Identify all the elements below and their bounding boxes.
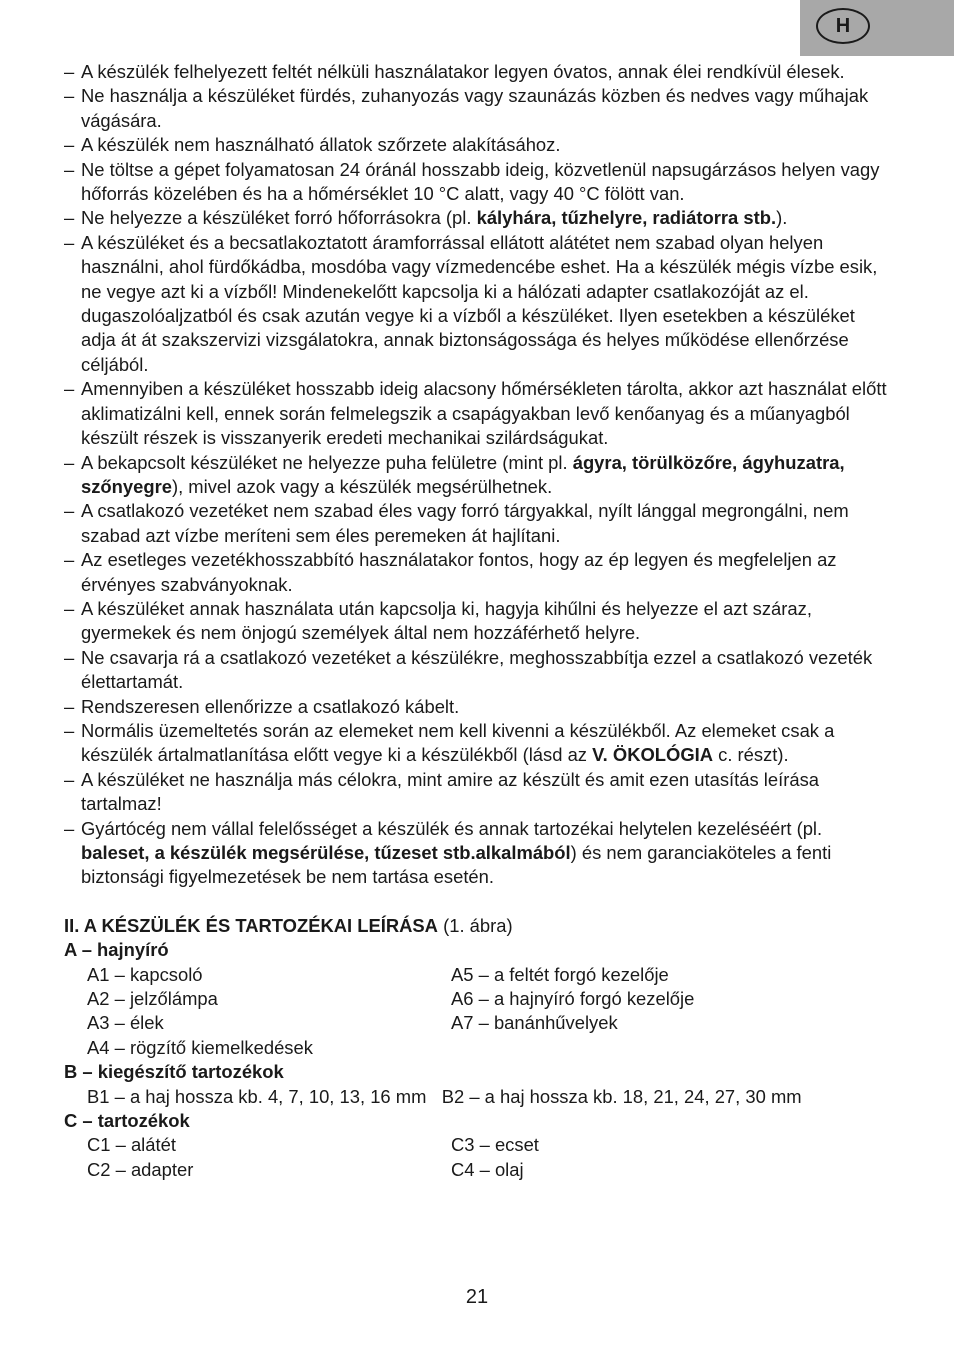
group-a-title: A – hajnyíró	[64, 939, 169, 961]
bullet-dash: –	[64, 378, 75, 400]
warning-text: A készüléket és a becsatlakoztatott áramforrással ellátott alátétet nem szabad olyan helyen használni, ahol fürdőkádba, mosdóba vagy vízmedencébe eshet. Ha a készülék mégis vízbe esik, ne vegye azt ki a vízből! Mindenekelőtt kapcsolja ki a hálózati adapter csatlakozóját az el. dugaszolóaljzatból és csak azután vegye ki a vízből a készüléket. Ilyen esetekben a készüléket adja át át szakszervizi vizsgálatokra, annak biztonságossága és helyes működése ellenőrzése céljából.	[81, 231, 878, 375]
section-heading	[64, 914, 894, 938]
group-a-part-item: A6 – a hajnyíró forgó kezelője	[451, 988, 695, 1010]
bullet-dash: –	[64, 61, 75, 82]
warning-emphasis: ágyra, törülközőre, ágyhuzatra, szőnyegre	[81, 451, 845, 497]
warning-text: A készülék felhelyezett feltét nélküli használatakor legyen óvatos, annak élei rendkívül élesek.	[81, 61, 845, 82]
warning-text: c. részt).	[713, 744, 789, 766]
warning-item	[64, 133, 894, 157]
bullet-dash: –	[64, 646, 75, 668]
warning-item	[64, 646, 894, 695]
warning-emphasis: kályhára, tűzhelyre, radiátorra stb.	[476, 207, 777, 229]
warning-text: Ne használja a készüléket fürdés, zuhanyozás vagy szaunázás közben és nedves vagy műhajak vágására.	[81, 85, 869, 131]
warning-item	[64, 206, 894, 230]
bullet-dash: –	[64, 85, 75, 107]
bullet-dash: –	[64, 500, 75, 522]
figure-reference: (1. ábra)	[443, 914, 513, 936]
warning-emphasis: V. ÖKOLÓGIA	[592, 744, 714, 766]
group-c-part-item: C4 – olaj	[451, 1158, 524, 1180]
group-c-parts	[64, 1133, 894, 1182]
warning-text: A bekapcsolt készüléket ne helyezze puha felületre (mint pl.	[81, 451, 573, 473]
group-a-parts	[64, 963, 894, 1061]
group-a-part-item: A4 – rögzítő kiemelkedések	[87, 1036, 313, 1058]
warning-text: ).	[776, 207, 788, 229]
bullet-dash: –	[64, 597, 75, 619]
page-number: 21	[465, 1286, 489, 1308]
group-b-title: B – kiegészítő tartozékok	[64, 1061, 284, 1083]
warning-text: Gyártócég nem vállal felelősséget a készülék és annak tartozékai helytelen kezeléséért (pl.	[81, 817, 823, 839]
page-content	[64, 60, 894, 1182]
warning-item	[64, 377, 894, 450]
group-c-part-item: C3 – ecset	[451, 1134, 539, 1156]
bullet-dash: –	[64, 207, 75, 229]
bullet-dash: –	[64, 768, 75, 790]
bullet-dash: –	[64, 451, 75, 473]
language-badge: H	[816, 8, 870, 44]
warning-emphasis: baleset, a készülék megsérülése, tűzeset stb.alkalmából	[81, 842, 571, 863]
warning-item	[64, 499, 894, 548]
group-a-part-item: A3 – élek	[87, 1012, 164, 1034]
warning-item	[64, 548, 894, 597]
group-a-part-item: A2 – jelzőlámpa	[87, 988, 218, 1010]
group-a-part-row	[64, 987, 894, 1011]
bullet-dash: –	[64, 817, 75, 839]
warning-text: A készüléket ne használja más célokra, mint amire az készült és amit ezen utasítás leírása tartalmaz!	[81, 768, 820, 815]
warning-text: Ne helyezze a készüléket forró hőforrásokra (pl.	[81, 207, 477, 229]
bullet-dash: –	[64, 134, 75, 156]
bullet-dash: –	[64, 158, 75, 180]
group-a-part-item: A1 – kapcsoló	[87, 963, 203, 985]
warning-text: Rendszeresen ellenőrizze a csatlakozó kábelt.	[81, 695, 460, 717]
warning-text: A készüléket annak használata után kapcsolja ki, hagyja kihűlni és helyezze el azt száraz, gyermekek és nem önjogú személyek által nem hozzáférhető helyre.	[81, 597, 812, 644]
safety-warnings-list	[64, 60, 894, 890]
warning-item	[64, 84, 894, 133]
group-c-part-item: C2 – adapter	[87, 1158, 194, 1180]
group-c-part-item: C1 – alátét	[87, 1134, 176, 1156]
warning-item	[64, 231, 894, 377]
group-b-line: B1 – a haj hossza kb. 4, 7, 10, 13, 16 mm B2 – a haj hossza kb. 18, 21, 24, 27, 30 mm	[87, 1085, 802, 1107]
warning-item	[64, 817, 894, 890]
language-tab	[800, 0, 954, 56]
warning-text: A készülék nem használható állatok szőrzete alakításához.	[81, 134, 561, 156]
warning-text: Normális üzemeltetés során az elemeket nem kell kivenni a készülékből. Az elemeket csak a készülék ártalmatlanítása előtt vegye ki a készülékből (lásd az	[81, 719, 835, 766]
bullet-dash: –	[64, 719, 75, 741]
group-a-part-row	[64, 963, 894, 987]
warning-text: Ne csavarja rá a csatlakozó vezetéket a készülékre, meghosszabbítja ezzel a csatlakozó vezeték élettartamát.	[81, 646, 873, 693]
warning-text: A csatlakozó vezetéket nem szabad éles vagy forró tárgyakkal, nyílt lánggal megrongálni, nem szabad azt vízbe meríteni sem éles peremeken át hajlítani.	[81, 500, 849, 546]
group-a-part-row	[64, 1011, 894, 1035]
section-title: II. A KÉSZÜLÉK ÉS TARTOZÉKAI LEÍRÁSA	[64, 914, 438, 936]
group-a-part-row	[64, 1036, 894, 1060]
group-c-part-row	[64, 1158, 894, 1182]
warning-text: ), mivel azok vagy a készülék megsérülhetnek.	[171, 475, 553, 497]
warning-item	[64, 60, 894, 84]
bullet-dash: –	[64, 695, 75, 717]
warning-item	[64, 158, 894, 207]
bullet-dash: –	[64, 549, 75, 571]
warning-item	[64, 451, 894, 500]
group-a-part-item: A7 – banánhűvelyek	[451, 1012, 618, 1034]
group-c-part-row	[64, 1133, 894, 1157]
warning-text: Az esetleges vezetékhosszabbító használatakor fontos, hogy az ép legyen és megfeleljen az érvényes szabványoknak.	[81, 549, 837, 595]
warning-text: Amennyiben a készüléket hosszabb ideig alacsony hőmérsékleten tárolta, akkor azt használat előtt aklimatizálni kell, ennek során felmelegszik a csapágyakban levő kenőanyag és a műanyagból készült részek is visszanyerik eredeti mechanikai szilárdságukat.	[81, 378, 887, 449]
warning-item	[64, 597, 894, 646]
group-a-part-item: A5 – a feltét forgó kezelője	[451, 963, 669, 985]
warning-text: Ne töltse a gépet folyamatosan 24 óránál hosszabb ideig, közvetlenül napsugárzásos helyen vagy hőforrás közelében és ha a hőmérséklet 10 °C alatt, vagy 40 °C fölött van.	[81, 158, 880, 205]
warning-item	[64, 695, 894, 719]
warning-item	[64, 719, 894, 768]
group-c-title: C – tartozékok	[64, 1110, 190, 1132]
bullet-dash: –	[64, 231, 75, 253]
warning-text: ) és nem garanciaköteles a fenti biztonsági figyelmezetések be nem tartása esetén.	[81, 842, 832, 888]
warning-item	[64, 768, 894, 817]
